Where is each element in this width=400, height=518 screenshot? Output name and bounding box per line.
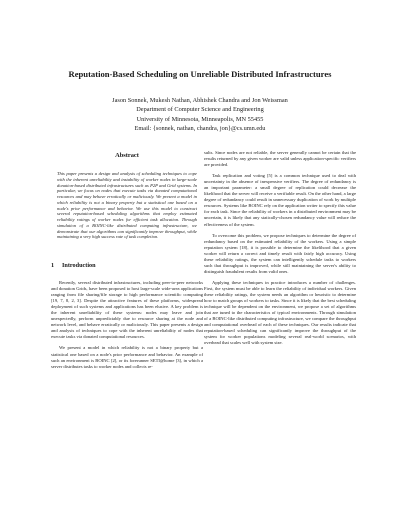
author-university: University of Minnesota, Minneapolis, MN 55455 <box>136 115 264 123</box>
right-paragraph-4: Applying these techniques in practice introduces a number of challenges. First, the system must be able to learn the reliability of individual workers. Given these reliability ratings, the system needs an algorithm or heuristic to determine how to match groups of workers to tasks. Since it is likely that the best scheduling technique will be dependent on the environment, we propose a set of algorithms that are tuned to the characteristics of typical environments. Through simulation of a BOINC-like distributed computing infrastructure, we compare the throughput and computational overhead of each of these techniques. Our results indicate that reputation-based scheduling can significantly improve the throughput of the system for worker populations modeling several real-world scenarios, with overhead that scales well with system size. <box>204 279 356 346</box>
section-heading-introduction <box>51 262 203 270</box>
intro-paragraph-1: Recently, several distributed infrastructures, including peer-to-peer networks and donation Grids, have been proposed to host large-scale wide-area applications ranging from file sharing/file storage to high performance scientific computing [19, 7, 8, 2, 3]. Despite the attractive features of these platforms, widespread deployment of such systems and applications has been elusive. A key problem is the inherent unreliability of these systems: nodes may leave and join unexpectedly, perform unpredictably due to resource sharing at the node and network level, and behave erratically or maliciously. This paper presents a design and analysis of techniques to cope with the inherent unreliability of nodes that execute tasks via donated computational resources. <box>51 280 203 340</box>
paper-title: Reputation-Based Scheduling on Unreliable Distributed Infrastructures <box>68 69 332 79</box>
right-paragraph-1: sults. Since nodes are not reliable, the server generally cannot be certain that the results returned by any given worker are valid unless application-specific verifiers are provided. <box>204 150 356 168</box>
intro-paragraph-2: We present a model in which reliability is not a binary property but a statistical one based on a node's prior performance and behavior. An example of such an environment is BOINC [2], or its forerunner SETI@home [3], in which a server distributes tasks to worker nodes and collects re- <box>51 345 203 369</box>
author-department: Department of Computer Science and Engineering <box>136 106 264 114</box>
author-email: Email: {sonnek, nathan, chandra, jon}@cs.umn.edu <box>134 125 266 133</box>
abstract-heading: Abstract <box>115 152 139 159</box>
author-names: Jason Sonnek, Mukesh Nathan, Abhishek Chandra and Jon Weissman <box>112 97 288 104</box>
left-column <box>51 150 203 375</box>
author-block <box>40 96 360 134</box>
right-paragraph-2: Task replication and voting [5] is a common technique used to deal with uncertainty in the absence of inexpensive verifiers. The degree of redundancy is an important parameter: a small degree of replication could decrease the likelihood that the server will receive a verifiable result. On the other hand, a large degree of redundancy could result in unnecessary duplication of work by multiple resources. Systems like BOINC rely on the application writer to specify this value for each task. Since the reliability of workers in a distributed environment may be uncertain, it is likely that any statically-chosen redundancy value will reduce the effectiveness of the system. <box>204 173 356 227</box>
section-number: 1 <box>51 262 55 269</box>
abstract-text: This paper presents a design and analysis of scheduling techniques to cope with the inherent unreliability and instability of worker nodes in large-scale donation-based distributed infrastructures such as P2P and Grid systems. In particular, we focus on nodes that execute tasks via donated computational resources and may behave erratically or maliciously. We present a model in which reliability is not a binary property but a statistical one based on a node's prior performance and behavior. We use this model to construct several reputation-based scheduling algorithms that employ estimated reliability ratings of worker nodes for efficient task allocation. Through simulation of a BOINC-like distributed computing infrastructure, we demonstrate that our algorithms can significantly improve throughput, while maintaining a very high success rate of task completion. <box>57 171 197 240</box>
right-paragraph-3: To overcome this problem, we propose techniques to determine the degree of redundancy based on the estimated reliability of the workers. Using a simple reputation system [18], it is possible to determine the likelihood that a given worker will return a correct and timely result with fairly high accuracy. Using these reliability ratings, the system can intelligently schedule tasks to workers such that throughput is improved, while still maintaining the server's ability to distinguish fraudulent results from valid ones. <box>204 232 356 274</box>
right-column <box>204 150 356 351</box>
section-title: Introduction <box>62 262 96 269</box>
